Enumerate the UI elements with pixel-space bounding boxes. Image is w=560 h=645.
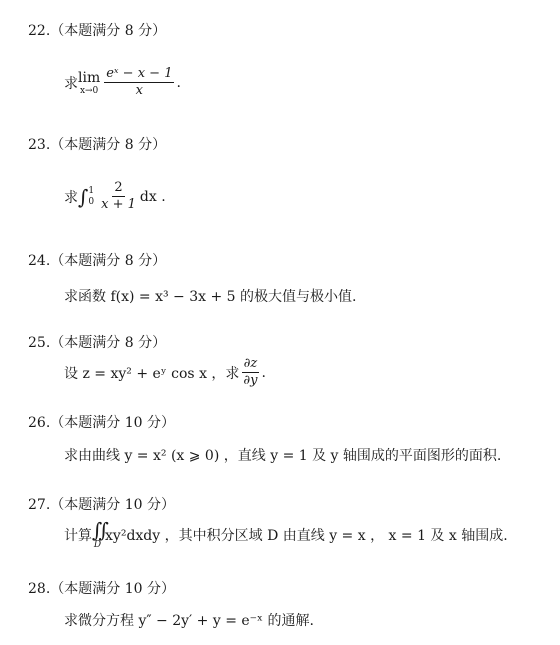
q22-prefix: 求	[64, 75, 78, 92]
question-22-header: 22.（本题满分 8 分）	[28, 23, 167, 39]
question-27-header: 27.（本题满分 10 分）	[28, 497, 175, 513]
lower-limit: 0	[88, 196, 95, 207]
q23-denominator: x + 1	[101, 197, 136, 212]
double-integral-sign: ∬	[92, 518, 104, 542]
q25-denominator: ∂y	[243, 373, 258, 388]
q22-fraction	[104, 66, 174, 99]
double-integral	[92, 520, 103, 550]
upper-limit: 1	[88, 185, 95, 196]
q23-suffix: dx .	[139, 188, 166, 205]
question-22-body	[64, 66, 181, 99]
q23-numerator: 2	[114, 180, 123, 195]
q27-prefix: 计算	[64, 528, 92, 544]
q23-fraction	[99, 180, 138, 213]
question-26-body: 求由曲线 y = x² (x ⩾ 0) ，直线 y = 1 及 y 轴围成的平面图形的面积.	[64, 448, 502, 464]
question-25-header: 25.（本题满分 8 分）	[28, 335, 167, 351]
question-24-header: 24.（本题满分 8 分）	[28, 253, 167, 269]
integral-limits	[88, 186, 94, 208]
question-25-body	[64, 356, 266, 389]
lim-label: lim	[78, 69, 101, 86]
question-28-body: 求微分方程 y″ − 2y′ + y = e⁻ˣ 的通解.	[64, 613, 314, 629]
lim-subscript: x→0	[79, 85, 99, 96]
question-23-body	[64, 180, 166, 213]
double-integral-region: D	[93, 540, 102, 550]
limit-operator	[78, 70, 100, 96]
q23-prefix: 求	[64, 189, 78, 206]
q22-denominator: x	[135, 83, 144, 98]
question-24-body: 求函数 f(x) = x³ − 3x + 5 的极大值与极小值.	[64, 289, 357, 305]
q25-numerator: ∂z	[243, 356, 258, 371]
integral-sign: ∫	[78, 184, 89, 209]
question-27-body	[64, 520, 508, 550]
q27-text: xy²dxdy ，其中积分区域 D 由直线 y = x ， x = 1 及 x 轴围成.	[105, 528, 508, 544]
q25-text: 设 z = xy² + eʸ cos x ，求	[64, 365, 240, 382]
question-28-header: 28.（本题满分 10 分）	[28, 581, 175, 597]
q25-suffix: .	[261, 364, 266, 381]
question-23-header: 23.（本题满分 8 分）	[28, 137, 167, 153]
question-26-header: 26.（本题满分 10 分）	[28, 415, 175, 431]
q22-suffix: .	[176, 74, 181, 91]
q22-numerator: eˣ − x − 1	[106, 66, 173, 81]
q25-fraction	[241, 356, 259, 389]
